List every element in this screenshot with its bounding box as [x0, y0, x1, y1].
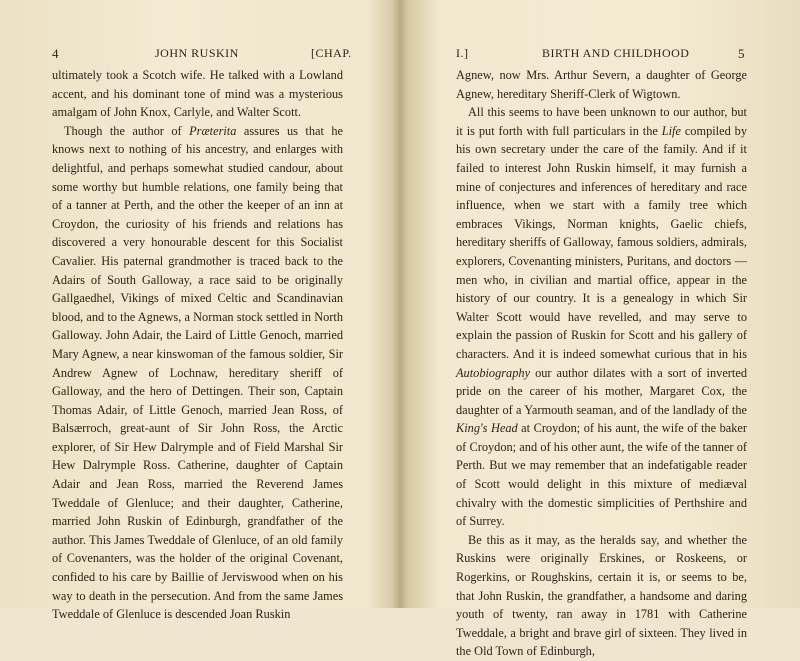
text-run: Agnew, now Mrs. Arthur Severn, a daughter of George Agnew, hereditary Sheriff-Clerk of Wigtown.: [456, 68, 747, 101]
page-body: [456, 66, 747, 661]
italic-title: King's Head: [456, 421, 518, 436]
running-title: BIRTH AND CHILDHOOD: [542, 46, 690, 60]
italic-title: Life: [661, 123, 681, 138]
italic-title: Præterita: [189, 123, 237, 138]
paragraph: [456, 103, 747, 531]
chapter-mark: I.]: [456, 46, 469, 60]
text-run: Though the author of: [64, 123, 190, 138]
text-run: at Croydon; of his aunt, the wife of the baker of Croydon; and of his other aunt, the wife of the tanner of Perth. But we may remember that an indefatigable reader of Scott would delight in this mixture of mediæval chivalry with the domestic simplicities of Perthshire and of Surrey.: [456, 421, 747, 529]
running-head: [0, 46, 398, 62]
paragraph: [456, 66, 747, 103]
running-head: [402, 46, 800, 62]
text-run: Be this as it may, as the heralds say, and whether the Ruskins were originally Erskines, or Roskeens, or Rogerkins, or Roughskins, certain it is, or seems to be, that John Ruskin, the grandfather, a handsome and daring youth of twenty, ran away in 1781 with Catherine Tweddale, a bright and brave girl of sixteen. They lived in the Old Town of Edinburgh,: [456, 532, 747, 659]
left-page: [0, 0, 398, 622]
italic-title: Autobiography: [456, 365, 531, 380]
right-page: [402, 0, 800, 659]
page-body: [52, 66, 343, 624]
paragraph: [52, 66, 343, 122]
page-number: 5: [738, 46, 745, 61]
paragraph: [52, 122, 343, 624]
text-run: ultimately took a Scotch wife. He talked with a Lowland accent, and his dominant tone of mind was a mysterious amalgam of John Knox, Carlyle, and Walter Scott.: [52, 68, 343, 120]
text-run: our author dilates with a sort of inverted pride on the career of his mother, Margaret Cox, the daughter of a Yarmouth seaman, and of the landlady of the: [456, 365, 747, 417]
running-title: JOHN RUSKIN: [155, 46, 239, 60]
text-run: compiled by his own secretary under the care of the family. And if it failed to interest John Ruskin himself, it may furnish a mine of conjectures and inferences of hereditary and race influence, when we start with a family tree which embraces Vikings, Norman knights, Gaelic chiefs, hereditary sheriffs of Galloway, famous soldiers, admirals, explorers, Covenanting ministers, Puritans, and doctors — men who, in civilian and martial office, appear in the history of our country. It is a genealogy in which Sir Walter Scott would have revelled, and may serve to explain the passion of Ruskin for Scott and his gallery of characters. And it is indeed somewhat curious that in his: [456, 123, 747, 361]
text-run: assures us that he knows next to nothing of his ancestry, and enlarges with delightful, and perhaps somewhat studied candour, about some worthy but humble relations, one family being that of a tanner at Perth, and the other the keeper of an inn at Croydon, the curiosity of his friends and relations has discovered a very honourable descent for this Socialist Cavalier. His paternal grandmother is traced back to the Adairs of South Galloway, a race said to be originally Gallgaedhel, Vikings of mixed Celtic and Scandinavian blood, and to the Agnews, a Norman stock settled in North Galloway. John Adair, the Laird of Little Genoch, married Mary Agnew, a near kinswoman of the famous soldier, Sir Andrew Agnew of Lochnaw, hereditary sheriff of Galloway, and the hero of Dettingen. Their son, Captain Thomas Adair, of Little Genoch, married Jean Ross, of Balsærroch, great-aunt of Sir John Ross, the Arctic explorer, of Sir Hew Dalrymple and of Field Marshal Sir Hew Dalrymple Ross. Catherine, daughter of Captain Adair and Jean Ross, married the Reverend James Tweddale of Glenluce; and their daughter, Catherine, married John Ruskin of Edinburgh, grandfather of the author. This James Tweddale of Glenluce, of an old family of Covenanters, was the holder of the original Covenant, confided to his care by Baillie of Jerviswood when on his way to death in the persecution. And from the same James Tweddale of Glenluce is descended Joan Ruskin: [52, 123, 343, 622]
text-run: All this seems to have been unknown to our author, but it is put forth with full particulars in the: [456, 105, 747, 138]
chapter-mark: [CHAP.: [311, 46, 352, 60]
page-number: 4: [52, 46, 59, 61]
paragraph: [456, 531, 747, 661]
